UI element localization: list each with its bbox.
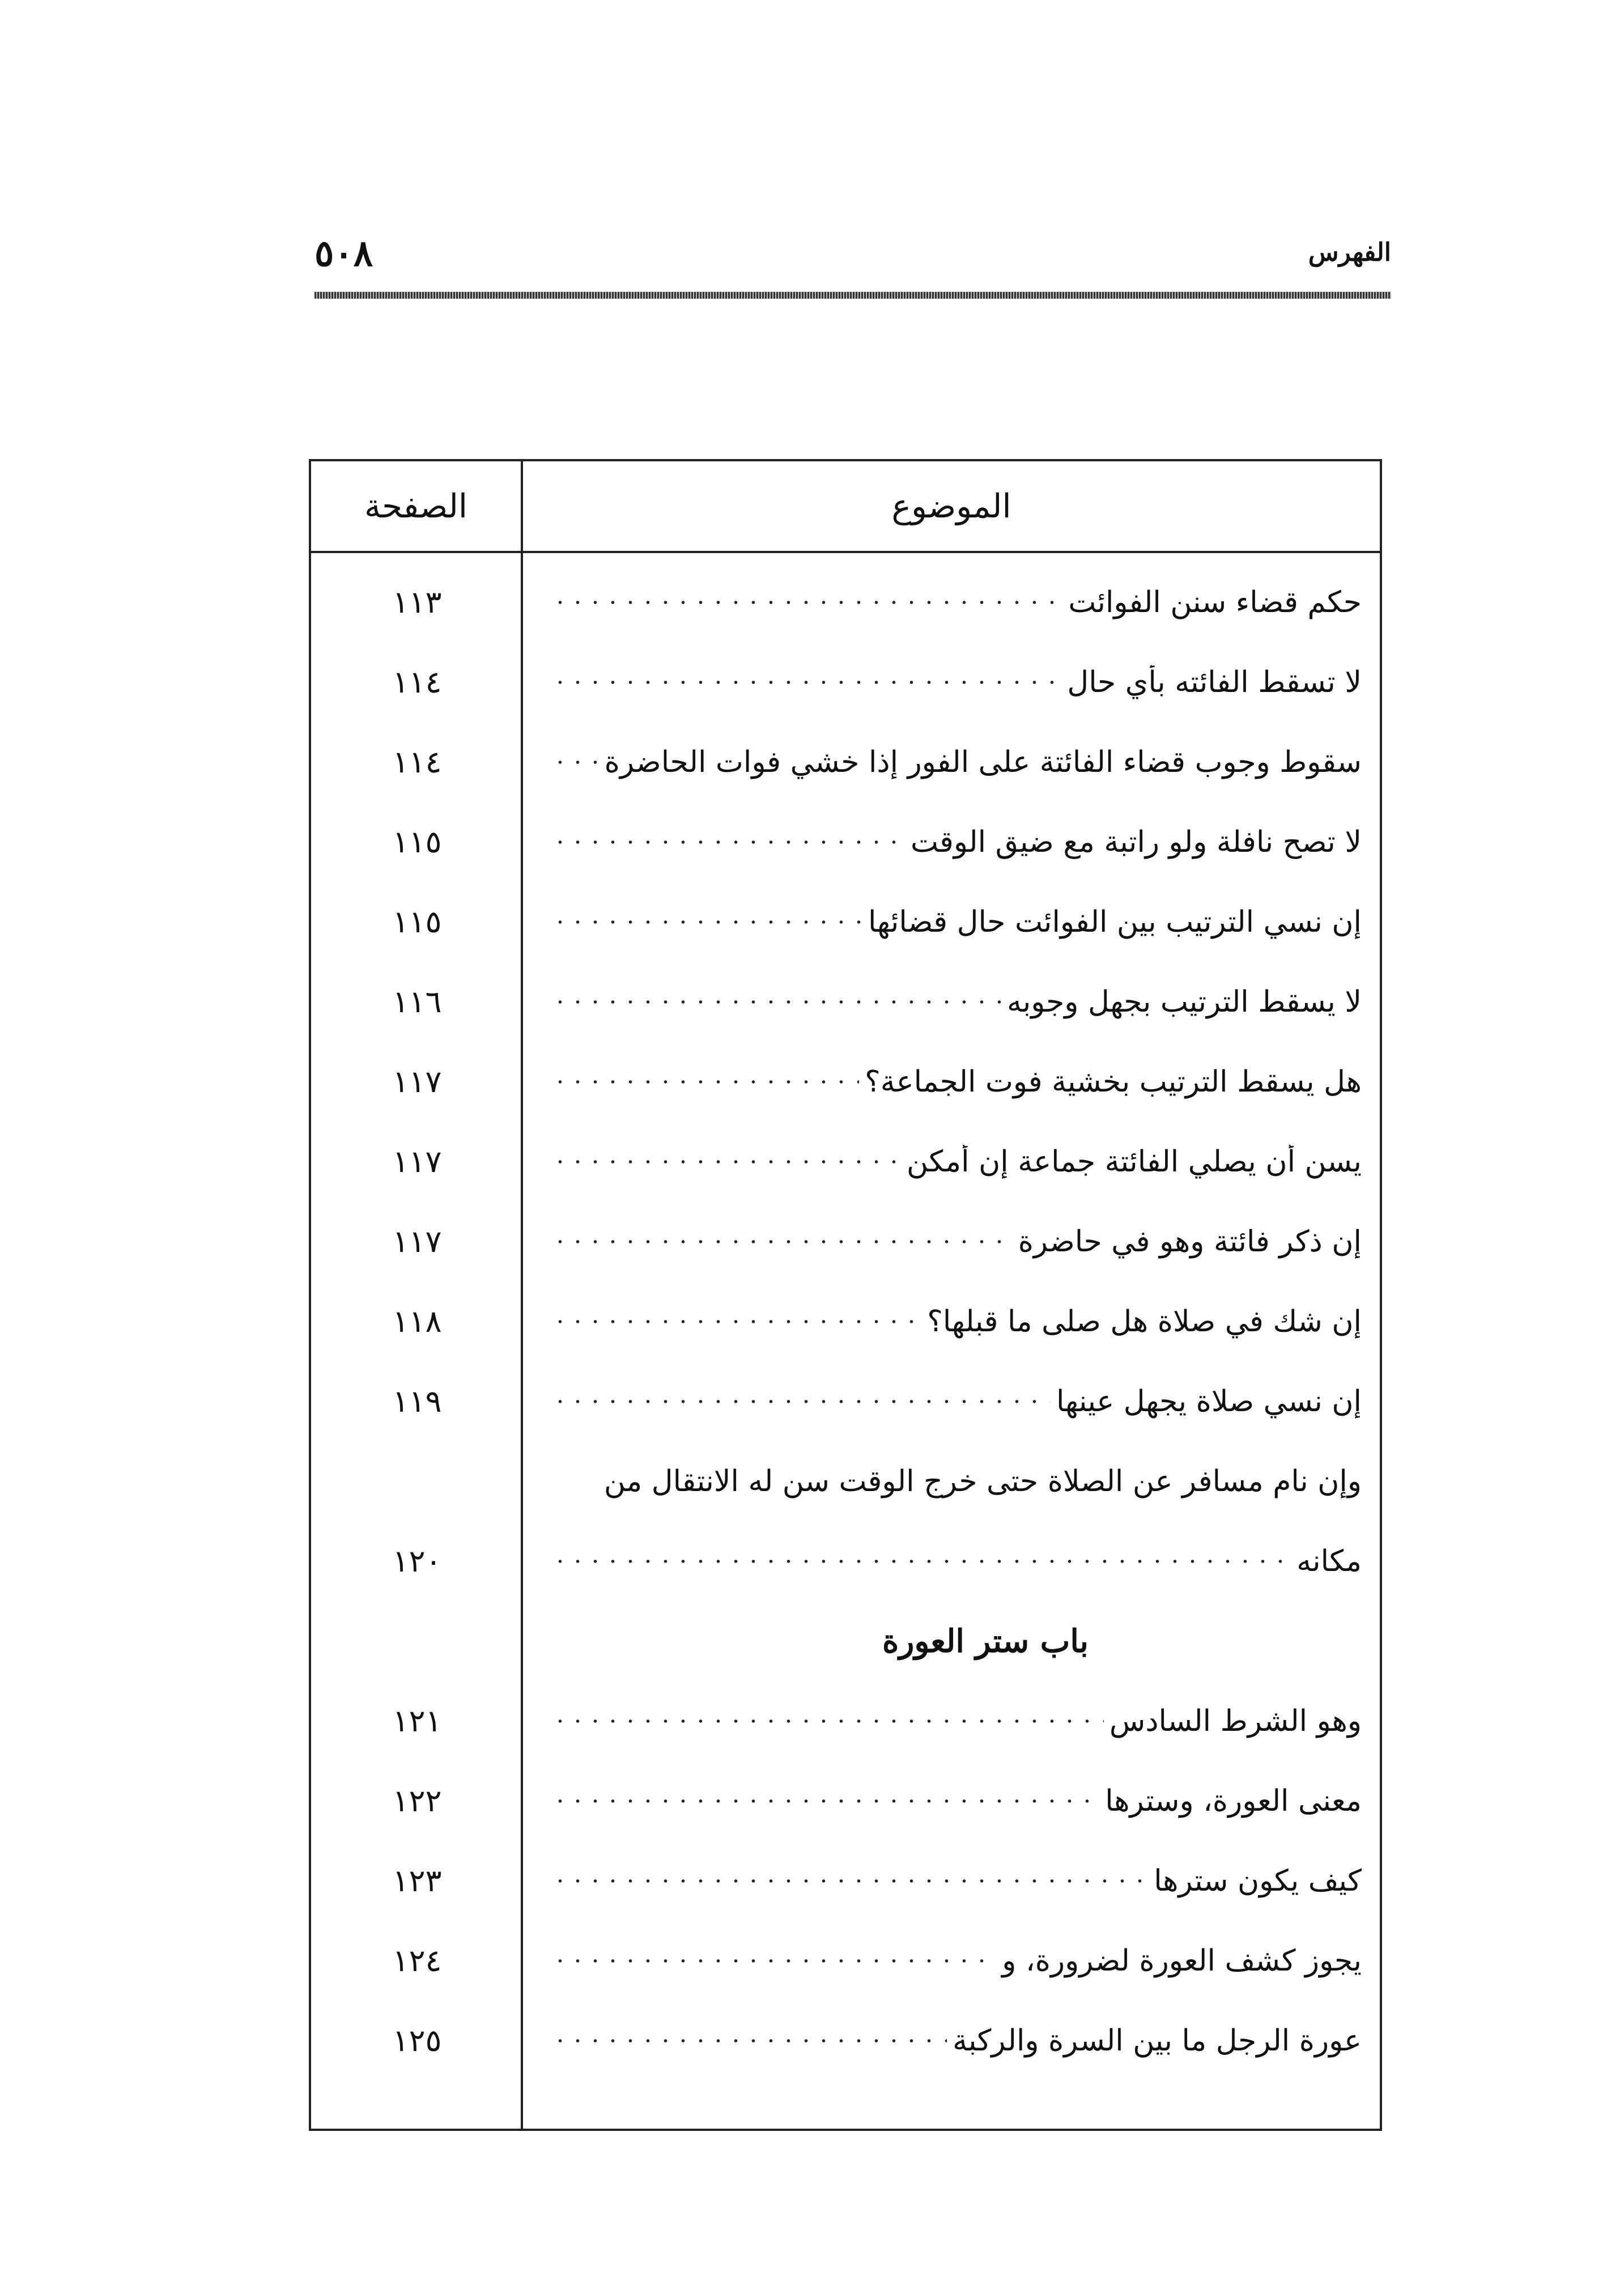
table-row bbox=[311, 1921, 1380, 2001]
page-ref: ١١٧ bbox=[392, 1224, 442, 1259]
topic-text: لا يسقط الترتيب بجهل وجوبه bbox=[1006, 984, 1362, 1019]
dot-leader bbox=[551, 600, 1062, 605]
dot-leader bbox=[551, 1719, 1104, 1723]
index-table bbox=[309, 459, 1382, 2131]
dot-leader bbox=[551, 2039, 947, 2043]
table-row bbox=[311, 1761, 1380, 1841]
page-ref: ١٢٢ bbox=[392, 1783, 442, 1819]
topic-text: لا تسقط الفائته بأي حال bbox=[1067, 665, 1362, 699]
page-header bbox=[314, 232, 1391, 306]
topic-text: عورة الرجل ما بين السرة والركبة bbox=[953, 2023, 1362, 2058]
topic-text: إن نسي صلاة يجهل عينها bbox=[1056, 1384, 1362, 1419]
table-row bbox=[311, 882, 1380, 962]
topic-text: هل يسقط الترتيب بخشية فوت الجماعة؟ bbox=[865, 1064, 1362, 1099]
dot-leader bbox=[551, 1160, 901, 1164]
page-ref: ١١٧ bbox=[392, 1144, 442, 1179]
page-number: ٥٠٨ bbox=[314, 232, 373, 275]
page-ref: ١٢٣ bbox=[392, 1863, 442, 1899]
table-row bbox=[311, 562, 1380, 642]
table-row bbox=[311, 1281, 1380, 1361]
table-row bbox=[311, 1681, 1380, 1761]
topic-text: حكم قضاء سنن الفوائت bbox=[1068, 585, 1362, 619]
column-header-page: الصفحة bbox=[311, 461, 523, 551]
dot-leader bbox=[551, 760, 599, 765]
dot-leader bbox=[551, 1559, 1291, 1564]
dot-leader bbox=[551, 920, 862, 924]
dot-leader bbox=[551, 1080, 859, 1084]
topic-text: كيف يكون سترها bbox=[1154, 1863, 1362, 1898]
table-row bbox=[311, 802, 1380, 882]
table-header-row bbox=[311, 461, 1380, 553]
section-heading: باب ستر العورة bbox=[882, 1622, 1089, 1660]
page-ref: ١١٦ bbox=[392, 984, 442, 1020]
page-ref: ١١٤ bbox=[392, 744, 442, 780]
table-row bbox=[311, 722, 1380, 802]
column-header-topic: الموضوع bbox=[891, 487, 1011, 525]
page-ref: ١١٣ bbox=[392, 584, 442, 620]
section-heading-row bbox=[311, 1601, 1380, 1681]
dot-leader bbox=[551, 1239, 1013, 1244]
topic-text: سقوط وجوب قضاء الفائتة على الفور إذا خشي فوات الحاضرة bbox=[604, 745, 1362, 779]
page-ref: ١٢٤ bbox=[392, 1943, 442, 1978]
table-body bbox=[311, 551, 1380, 2129]
page-ref: ١٢٥ bbox=[392, 2023, 442, 2058]
table-row bbox=[311, 1201, 1380, 1281]
topic-text: وإن نام مسافر عن الصلاة حتى خرج الوقت سن له الانتقال من bbox=[603, 1464, 1362, 1498]
topic-text: وهو الشرط السادس bbox=[1109, 1704, 1362, 1738]
page-ref: ١٢١ bbox=[392, 1703, 442, 1739]
table-row-wrapped-line1 bbox=[311, 1441, 1380, 1521]
topic-text: يسن أن يصلي الفائتة جماعة إن أمكن bbox=[906, 1144, 1362, 1179]
table-row bbox=[311, 1841, 1380, 1921]
dot-leader bbox=[551, 840, 905, 844]
page-ref: ١١٧ bbox=[392, 1064, 442, 1099]
dot-leader bbox=[551, 1879, 1148, 1883]
table-row bbox=[311, 1122, 1380, 1201]
dot-leader bbox=[551, 1399, 1051, 1404]
dot-leader bbox=[551, 1959, 996, 1963]
page-ref: ١١٥ bbox=[392, 824, 442, 860]
table-row bbox=[311, 1361, 1380, 1441]
table-row bbox=[311, 962, 1380, 1042]
column-divider bbox=[521, 551, 523, 2129]
table-row bbox=[311, 1042, 1380, 1122]
dot-leader bbox=[551, 680, 1061, 685]
topic-text: مكانه bbox=[1296, 1544, 1362, 1578]
header-rule bbox=[314, 292, 1391, 299]
topic-text: إن ذكر فائتة وهو في حاضرة bbox=[1018, 1224, 1362, 1259]
topic-text: إن نسي الترتيب بين الفوائت حال قضائها bbox=[868, 905, 1362, 939]
dot-leader bbox=[551, 1319, 921, 1324]
dot-leader bbox=[551, 1799, 1099, 1803]
topic-text: معنى العورة، وسترها bbox=[1105, 1784, 1362, 1818]
table-row bbox=[311, 642, 1380, 722]
page-ref: ١١٩ bbox=[392, 1383, 442, 1419]
page-ref: ١١٥ bbox=[392, 904, 442, 940]
topic-text: لا تصح نافلة ولو راتبة مع ضيق الوقت bbox=[911, 825, 1362, 859]
topic-text: يجوز كشف العورة لضرورة، و bbox=[1002, 1943, 1362, 1978]
table-row bbox=[311, 2001, 1380, 2080]
topic-text: إن شك في صلاة هل صلى ما قبلها؟ bbox=[927, 1304, 1362, 1339]
dot-leader bbox=[551, 1000, 1001, 1004]
page-ref: ١١٤ bbox=[392, 664, 442, 700]
running-title: الفهرس bbox=[1308, 238, 1391, 267]
table-row-wrapped-line2 bbox=[311, 1521, 1380, 1601]
page-ref: ١٢٠ bbox=[392, 1543, 442, 1579]
page-ref: ١١٨ bbox=[392, 1303, 442, 1339]
